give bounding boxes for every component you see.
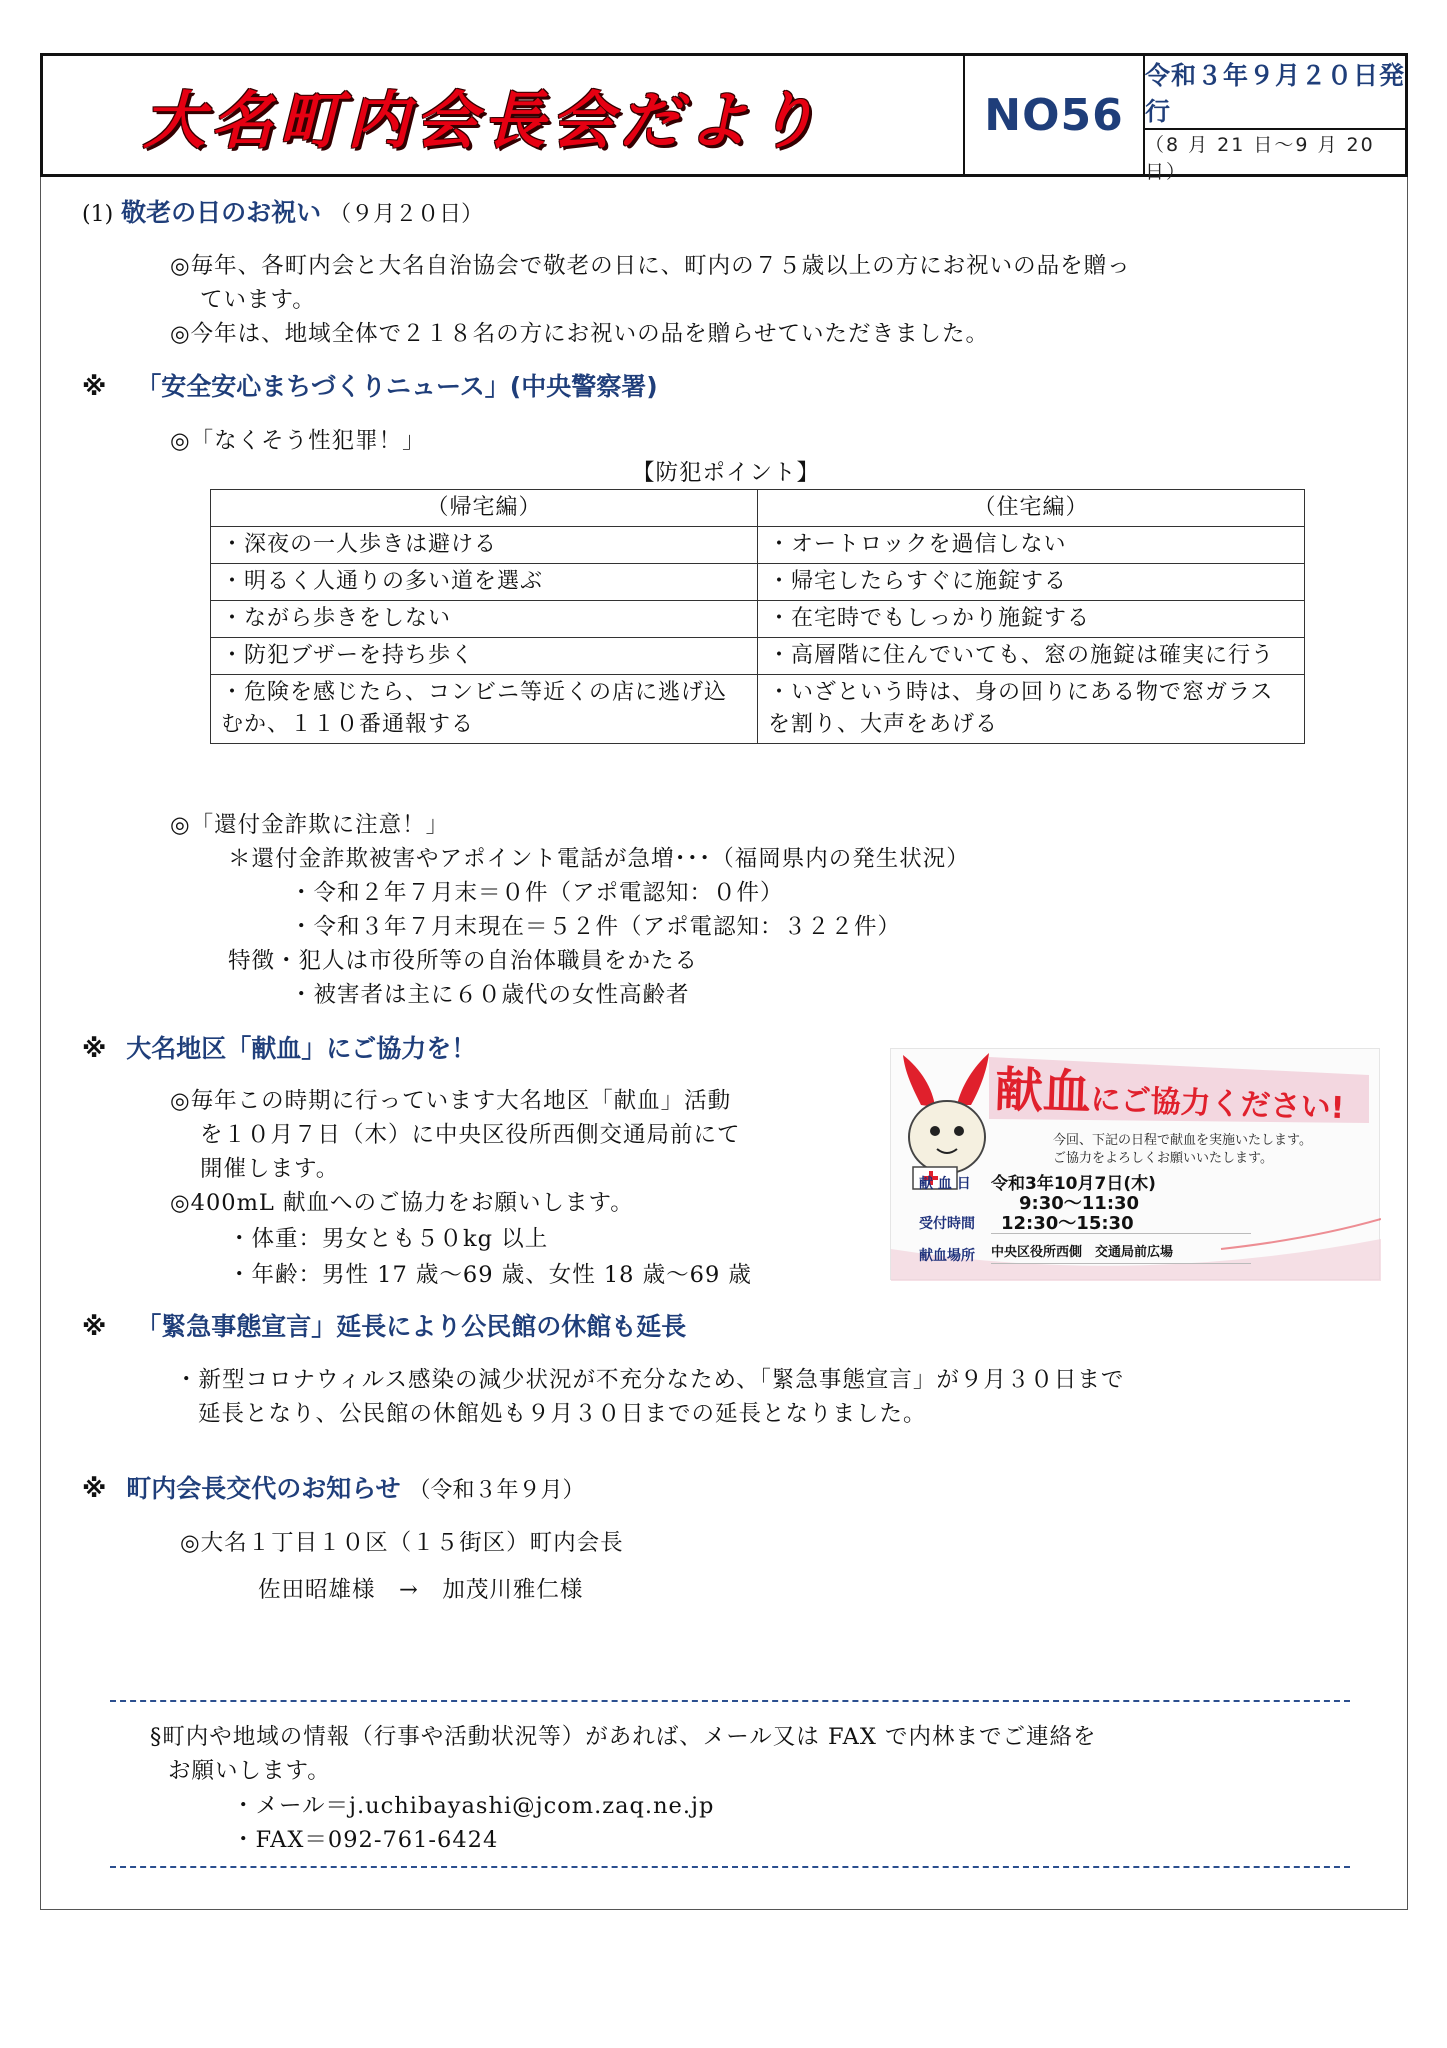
- section-emergency-heading: ※ 「緊急事態宣言」延長により公民館の休館も延長: [82, 1312, 687, 1341]
- blood-line-4: ◎400mL 献血へのご協力をお願いします。: [170, 1190, 634, 1216]
- issue-number: NO56: [965, 56, 1145, 174]
- table-cell: ・高層階に住んでいても、窓の施錠は確実に行う: [758, 638, 1305, 675]
- fraud-line-4: 特徴・犯人は市役所等の自治体職員をかたる: [228, 948, 699, 974]
- table-header: （住宅編）: [758, 490, 1305, 527]
- blood-donation-banner: [890, 1048, 1380, 1280]
- change-line-2: 佐田昭雄様 → 加茂川雅仁様: [258, 1577, 584, 1603]
- keirou-line-1: ◎毎年、各町内会と大名自治協会で敬老の日に、町内の７５歳以上の方にお祝いの品を贈っ: [170, 253, 1131, 279]
- blood-banner-value-place: 中央区役所西側 交通局前広場: [991, 1245, 1174, 1260]
- issue-date: 令和３年９月２０日発行: [1145, 56, 1405, 130]
- fraud-line-3: ・令和３年７月末現在＝５２件（アポ電認知：３２２件）: [290, 914, 902, 940]
- fraud-line-5: ・被害者は主に６０歳代の女性高齢者: [290, 982, 690, 1008]
- footer-email: ・メール＝j.uchibayashi@jcom.zaq.ne.jp: [232, 1793, 715, 1819]
- table-row: [211, 601, 1305, 638]
- table-cell: ・いざという時は、身の回りにある物で窓ガラスを割り、大声をあげる: [758, 675, 1305, 744]
- blood-banner-headline: 献血にご協力ください!: [993, 1061, 1345, 1127]
- issue-date-box: [1145, 56, 1406, 183]
- table-cell: ・危険を感じたら、コンビニ等近くの店に逃げ込むか、１１０番通報する: [211, 675, 758, 744]
- table-row: [211, 527, 1305, 564]
- section-safety-heading: ※ 「安全安心まちづくりニュース」(中央警察署): [82, 372, 658, 401]
- table-cell: ・帰宅したらすぐに施錠する: [758, 564, 1305, 601]
- blood-banner-value-time-2: 12:30～15:30: [1001, 1213, 1134, 1234]
- table-row: [211, 675, 1305, 744]
- footer-dashed-rule-top: [110, 1700, 1350, 1702]
- safety-sub-fraud: ◎「還付金詐欺に注意！」: [170, 812, 450, 838]
- table-cell: ・ながら歩きをしない: [211, 601, 758, 638]
- blood-line-1: ◎毎年この時期に行っています大名地区「献血」活動: [170, 1088, 732, 1114]
- table-header-row: [211, 490, 1305, 527]
- blood-banner-intro-1: 今回、下記の日程で献血を実施いたします。: [1053, 1133, 1312, 1148]
- table-cell: ・防犯ブザーを持ち歩く: [211, 638, 758, 675]
- safety-sub-sexcrime: ◎「なくそう性犯罪！」: [170, 428, 426, 454]
- blood-line-2: を１０月７日（木）に中央区役所西側交通局前にて: [200, 1122, 741, 1148]
- blood-banner-intro-2: ご協力をよろしくお願いいたします。: [1053, 1151, 1273, 1166]
- table-header: （帰宅編）: [211, 490, 758, 527]
- blood-banner-rule: [991, 1233, 1251, 1234]
- keirou-line-2: ています。: [200, 287, 316, 313]
- emergency-line-1: ・新型コロナウィルス感染の減少状況が不充分なため、「緊急事態宣言」が９月３０日まで: [175, 1367, 1125, 1393]
- newsletter-title: 大名町内会長会だより: [43, 56, 965, 174]
- section-change-heading: ※ 町内会長交代のお知らせ （令和３年９月）: [82, 1474, 585, 1503]
- footer-line-1: §町内や地域の情報（行事や活動状況等）があれば、メール又は FAX で内林までご連絡を: [150, 1724, 1097, 1750]
- table-cell: ・在宅時でもしっかり施錠する: [758, 601, 1305, 638]
- blood-banner-label-place: 献血場所: [919, 1248, 975, 1264]
- table-cell: ・オートロックを過信しない: [758, 527, 1305, 564]
- blood-line-5: ・体重：男女とも５０kg 以上: [228, 1226, 549, 1252]
- section-blood-heading: ※ 大名地区「献血」にご協力を！: [82, 1034, 477, 1063]
- emergency-line-2: 延長となり、公民館の休館処も９月３０日までの延長となりました。: [198, 1401, 927, 1427]
- blood-banner-value-date: 令和3年10月7日(木): [991, 1174, 1156, 1194]
- table-cell: ・深夜の一人歩きは避ける: [211, 527, 758, 564]
- section-keirou-heading: (1) 敬老の日のお祝い （９月２０日）: [82, 198, 484, 227]
- change-line-1: ◎大名１丁目１０区（１５街区）町内会長: [180, 1530, 624, 1556]
- crime-table-caption: 【防犯ポイント】: [632, 460, 821, 486]
- issue-period: （8 月 21 日～9 月 20 日）: [1145, 134, 1375, 183]
- blood-line-6: ・年齢：男性 17 歳～69 歳、女性 18 歳～69 歳: [228, 1262, 752, 1288]
- crime-prevention-table: [210, 489, 1305, 744]
- blood-banner-value-time-1: 9:30～11:30: [1019, 1193, 1140, 1214]
- footer-dashed-rule-bottom: [110, 1866, 1350, 1868]
- blood-line-3: 開催します。: [200, 1156, 340, 1182]
- table-cell: ・明るく人通りの多い道を選ぶ: [211, 564, 758, 601]
- footer-line-2: お願いします。: [168, 1758, 331, 1784]
- blood-drop-mascot-icon: [903, 1053, 989, 1189]
- table-row: [211, 638, 1305, 675]
- keirou-line-3: ◎今年は、地域全体で２１８名の方にお祝いの品を贈らせていただきました。: [170, 321, 989, 347]
- newsletter-header: [40, 53, 1408, 183]
- fraud-line-1: ＊還付金詐欺被害やアポイント電話が急増･･･（福岡県内の発生状況）: [228, 846, 970, 872]
- fraud-line-2: ・令和２年７月末＝０件（アポ電認知：０件）: [290, 880, 784, 906]
- blood-banner-rule: [991, 1263, 1251, 1264]
- table-row: [211, 564, 1305, 601]
- blood-banner-label-date: 献 血 日: [919, 1176, 971, 1192]
- blood-banner-label-time: 受付時間: [919, 1216, 975, 1232]
- footer-fax: ・FAX＝092‐761‐6424: [232, 1827, 499, 1853]
